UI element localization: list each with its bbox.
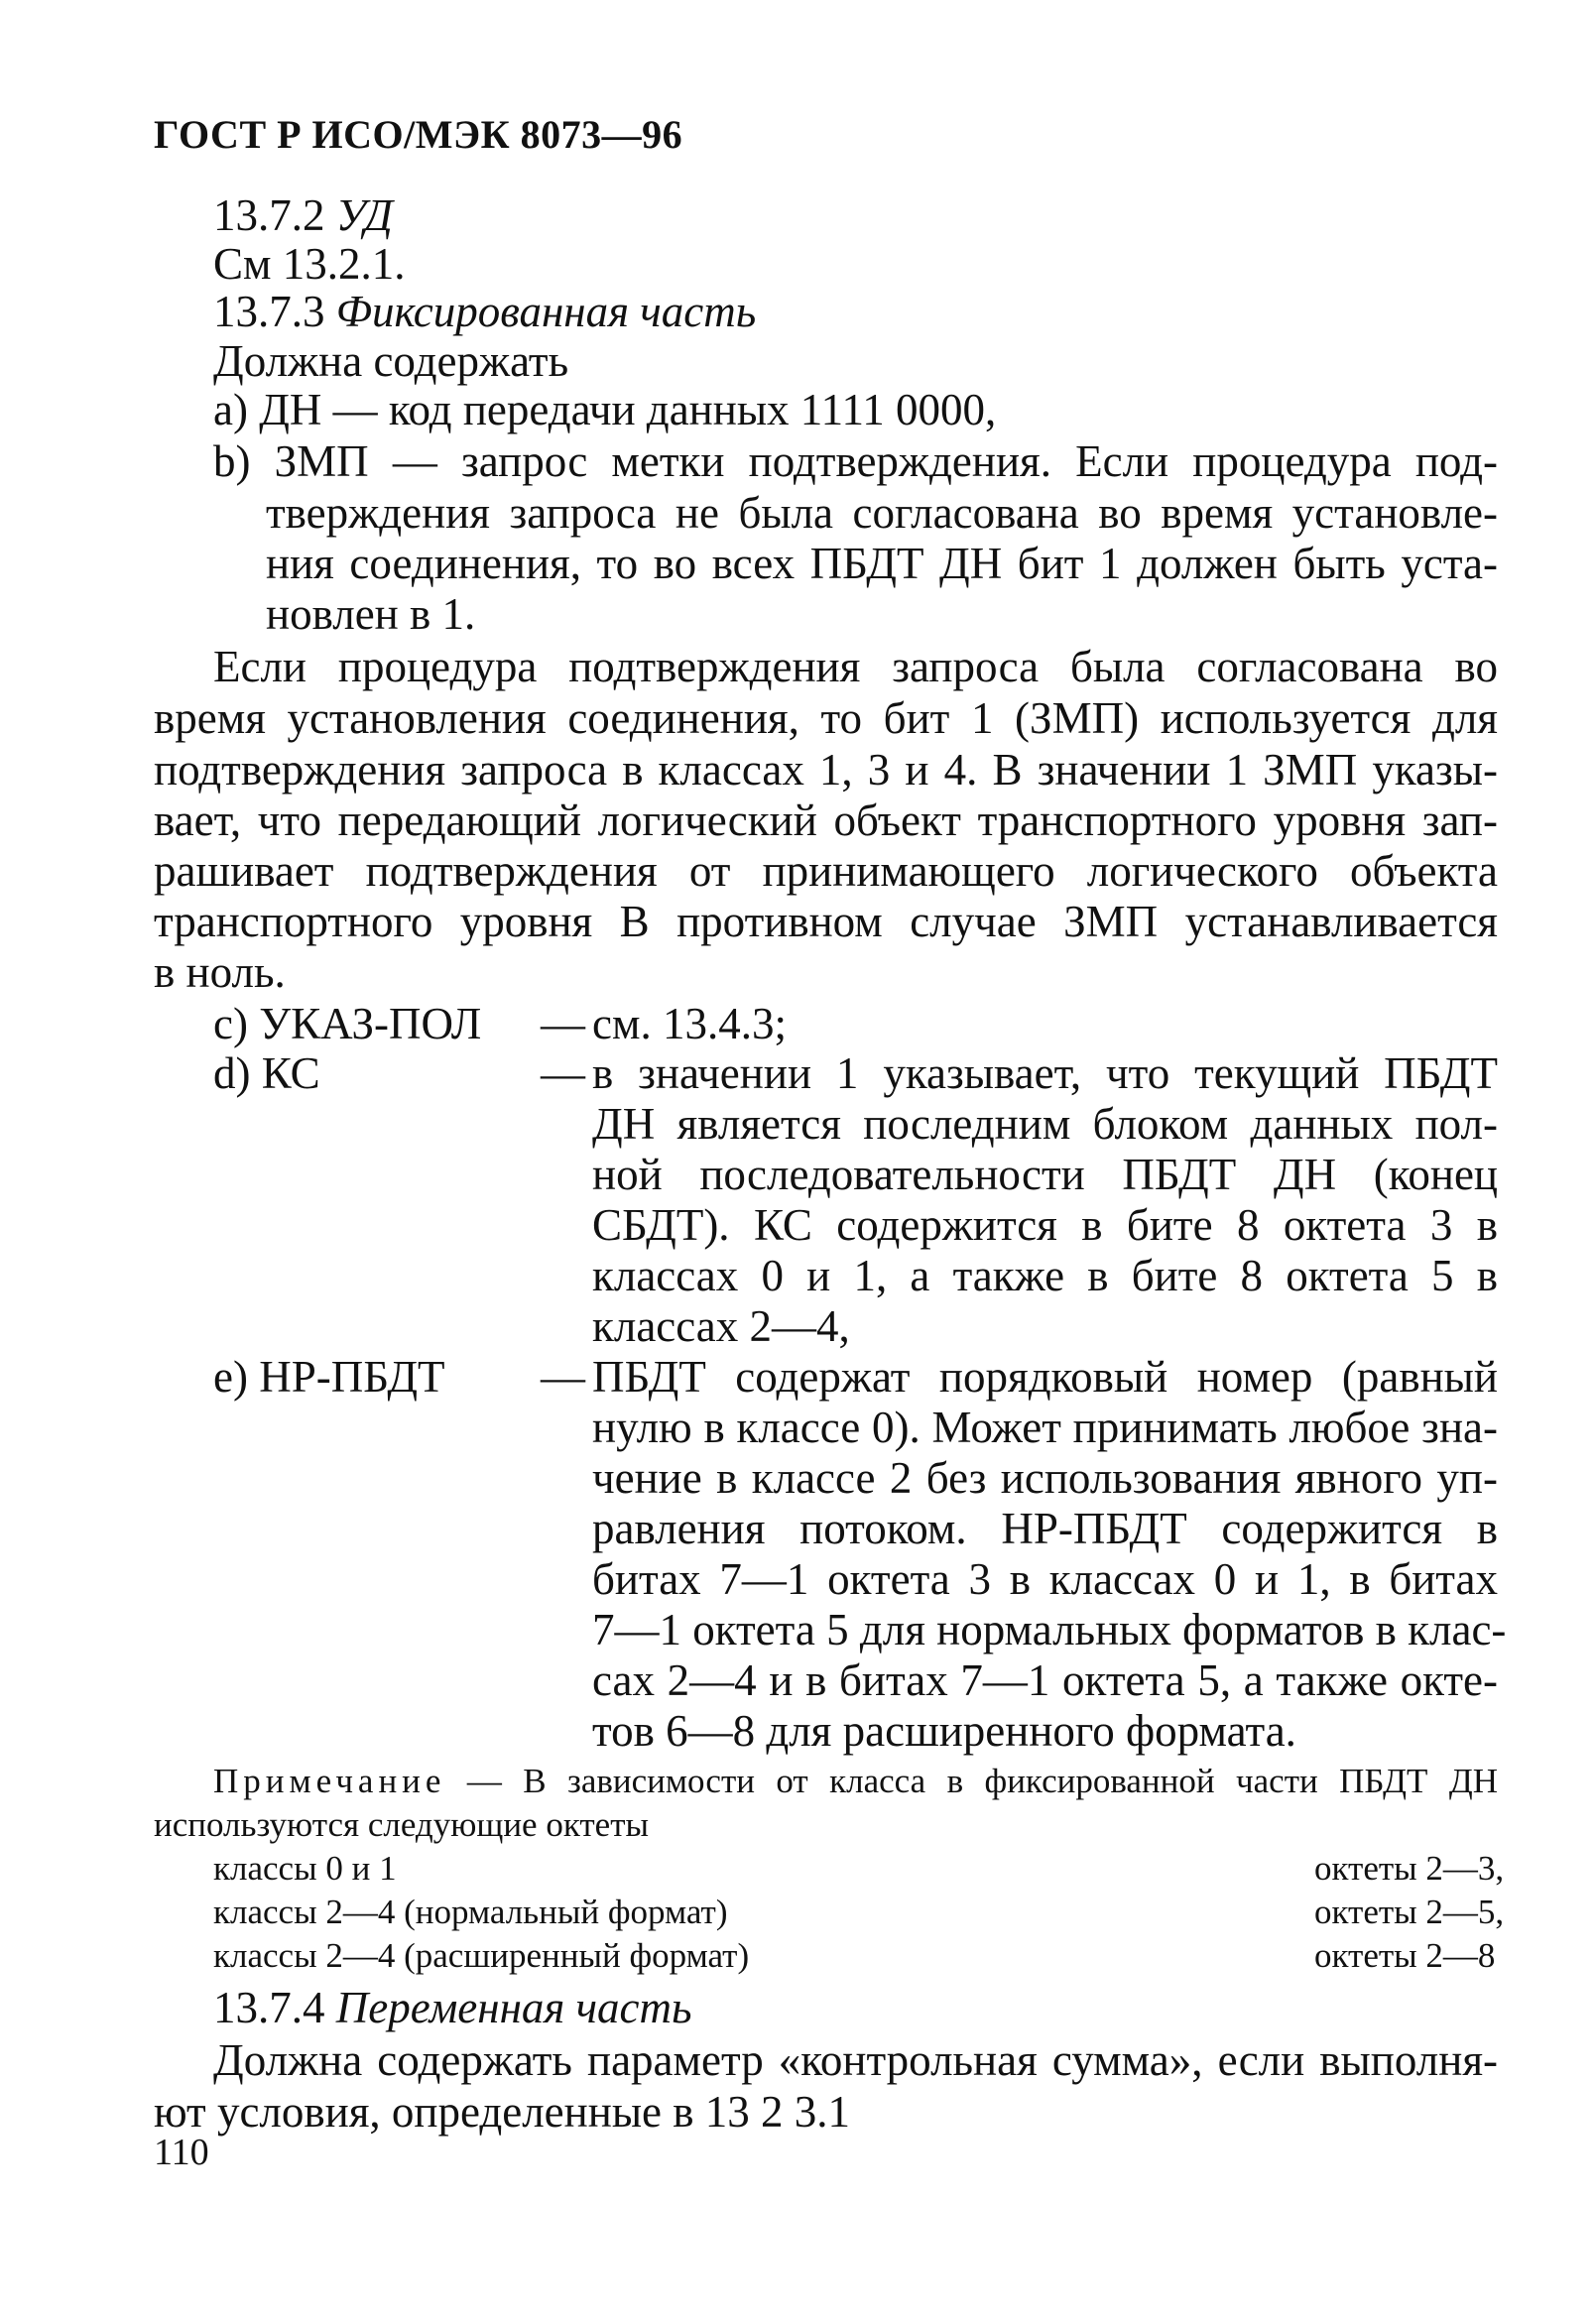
page-header: ГОСТ Р ИСО/МЭК 8073—96 (154, 112, 683, 157)
list-item-e-line: битах 7—1 октета 3 в классах 0 и 1, в битах (592, 1554, 1498, 1604)
cross-reference: См 13.2.1. (213, 239, 406, 289)
list-item-d-line: классах 0 и 1, а также в бите 8 октета 5 в (592, 1251, 1498, 1300)
list-item-e-line: равления потоком. НР-ПБДТ содержится в (592, 1504, 1498, 1553)
list-item-e-line: нулю в классе 0). Может принимать любое зна- (592, 1403, 1498, 1452)
paragraph-line: время установления соединения, то бит 1 (ЗМП) используется для (154, 693, 1498, 743)
note-line: используются следующие октеты (154, 1805, 650, 1844)
list-item-a: a) ДН — код передачи данных 1111 0000, (213, 385, 997, 434)
section-heading-13-7-3 (213, 287, 757, 336)
paragraph-line: транспортного уровня В противном случае ЗМП устанавливается (154, 897, 1498, 946)
list-item-e-line: чение в классе 2 без использования явного уп- (592, 1453, 1498, 1503)
section-number: 13.7.4 (213, 1983, 325, 2032)
final-paragraph-line: ют условия, определенные в 13 2 3.1 (154, 2087, 851, 2137)
paragraph-line: рашивает подтверждения от принимающего логического объекта (154, 846, 1498, 896)
list-item-b-line: новлен в 1. (266, 589, 476, 639)
note-label: Примечание (213, 1762, 446, 1800)
note-row-left: классы 2—4 (расширенный формат) (213, 1936, 750, 1975)
list-item-d-line: в значении 1 указывает, что текущий ПБДТ (592, 1048, 1498, 1098)
must-contain-text: Должна содержать (213, 336, 569, 386)
list-item-e-dash: — (541, 1352, 585, 1402)
list-item-d-line: ДН является последним блоком данных пол- (592, 1099, 1498, 1149)
section-title: Переменная часть (335, 1983, 692, 2032)
note-row-right: октеты 2—5, (1314, 1893, 1505, 1931)
list-item-c-term: c) УКАЗ-ПОЛ (213, 999, 482, 1048)
list-item-e-line: сах 2—4 и в битах 7—1 октета 5, а также окте- (592, 1655, 1498, 1705)
section-heading-13-7-2 (213, 190, 393, 240)
note-row-left: классы 0 и 1 (213, 1849, 397, 1888)
list-item-c-dash: — (541, 999, 585, 1048)
list-item-e-line: тов 6—8 для расширенного формата. (592, 1706, 1296, 1756)
page-number: 110 (154, 2132, 209, 2173)
section-title: Фиксированная часть (335, 287, 757, 336)
paragraph-line: вает, что передающий логический объект транспортного уровня зап- (154, 795, 1498, 845)
list-item-c-text: см. 13.4.3; (592, 999, 787, 1048)
list-item-d-dash: — (541, 1048, 585, 1098)
paragraph-line: в ноль. (154, 947, 286, 997)
list-item-e-term: e) НР-ПБДТ (213, 1352, 445, 1402)
list-item-b-line: тверждения запроса не была согласована во время установле- (266, 488, 1498, 538)
note-row-right: октеты 2—8 (1314, 1936, 1496, 1975)
section-heading-13-7-4 (213, 1983, 692, 2032)
final-paragraph-line: Должна содержать параметр «контрольная сумма», если выполня- (213, 2035, 1498, 2085)
section-number: 13.7.3 (213, 287, 325, 336)
list-item-d-line: классах 2—4, (592, 1301, 850, 1351)
note-row-left: классы 2—4 (нормальный формат) (213, 1893, 728, 1931)
paragraph-line: Если процедура подтверждения запроса была согласована во (213, 642, 1498, 691)
note-text: — В зависимости от класса в фиксированной части ПБДТ ДН (445, 1762, 1498, 1800)
note-row-right: октеты 2—3, (1314, 1849, 1505, 1888)
list-item-d-line: ной последовательности ПБДТ ДН (конец (592, 1150, 1498, 1199)
section-number: 13.7.2 (213, 190, 325, 240)
paragraph-line: подтверждения запроса в классах 1, 3 и 4. В значении 1 ЗМП указы- (154, 745, 1498, 795)
list-item-b-line: ния соединения, то во всех ПБДТ ДН бит 1 должен быть уста- (266, 539, 1498, 588)
list-item-e-line: 7—1 октета 5 для нормальных форматов в клас- (592, 1605, 1507, 1654)
section-title: УД (335, 190, 393, 240)
list-item-d-term: d) КС (213, 1048, 320, 1098)
list-item-b-line: b) ЗМП — запрос метки подтверждения. Если процедура под- (213, 436, 1498, 486)
list-item-e-line: ПБДТ содержат порядковый номер (равный (592, 1352, 1498, 1402)
note-line (213, 1764, 1498, 1798)
list-item-d-line: СБДТ). КС содержится в бите 8 октета 3 в (592, 1200, 1498, 1250)
